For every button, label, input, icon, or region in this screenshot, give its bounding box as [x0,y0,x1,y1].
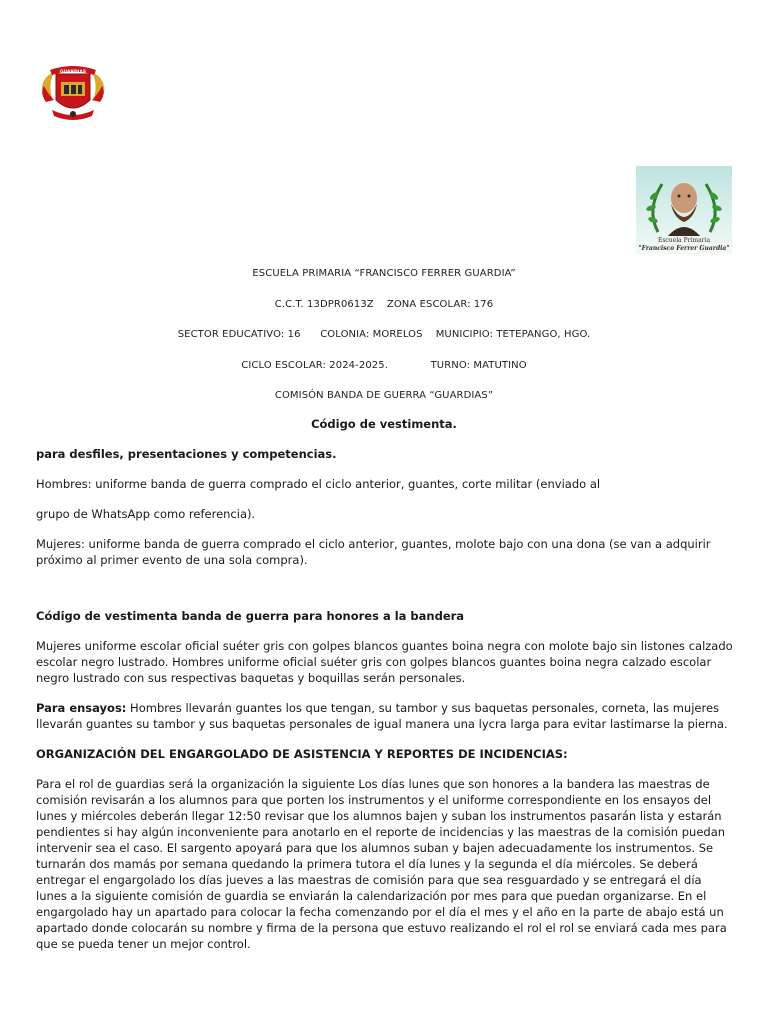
paragraph-mujeres: Mujeres: uniforme banda de guerra comprado el ciclo anterior, guantes, molote bajo con una dona (se van a adquirir próximo al primer evento de una sola compra). [36,537,711,567]
portrait-laurel-icon [636,166,732,254]
ensayos-label: Para ensayos: [36,701,127,715]
header-sector: SECTOR EDUCATIVO: 16 COLONIA: MORELOS MUNICIPIO: TETEPANGO, HGO. [177,329,591,340]
document-title: Código de vestimenta. [311,417,457,431]
school-header [0,266,768,419]
header-cct: C.C.T. 13DPR0613Z ZONA ESCOLAR: 176 [274,298,494,310]
document-body [36,446,736,952]
subtitle-desfiles: para desfiles, presentaciones y competencias. [36,447,337,461]
subtitle-honores: Código de vestimenta banda de guerra para honores a la bandera [36,609,465,623]
ensayos-text: Hombres llevarán guantes los que tengan, su tambor y sus baquetas personales, corneta, las mujeres llevarán guantes su tambor y sus baquetas personales de igual manera una lycra larga para evitar lastimarse la pierna. [36,701,728,731]
logo-caption-2: "Francisco Ferrer Guardia" [638,245,730,252]
header-school-name: ESCUELA PRIMARIA “FRANCISCO FERRER GUARDIA” [252,268,516,279]
header-comision: COMISÓN BANDA DE GUERRA “GUARDIAS” [274,390,494,401]
paragraph-ensayos [36,700,736,732]
logo-caption-1: Escuela Primaria [657,237,711,244]
paragraph-organizacion: Para el rol de guardias será la organización la siguiente Los días lunes que son honores a la bandera las maestras de comisión revisarán a los alumnos para que porten los instrumentos y el uniforme correspondiente en los ensayos del lunes y miércoles deberán llegar 12:50 revisar que los alumnos bajen y suban los instrumentos pasarán lista y estarán pendientes si hay algún inconveniente para anotarlo en el reporte de incidencias y las maestras de la comisión puedan intervenir sea el caso. El sargento apoyará para que los alumnos suban y bajen adecuadamente los instrumentos. Se turnarán dos mamás por semana quedando la primera tutora el día lunes y la segunda el día miércoles. Se deberá entregar el engargolado los días jueves a las maestras de comisión para que sea resguardado y se entregará el día lunes a la siguiente comisión de guardia se enviarán la calendarización por mes para que puedan organizarse. En el engargolado hay un apartado para colocar la fecha comenzando por el día el mes y el año en la parte de abajo está un apartado donde colocarán su nombre y firma de la persona que estuvo realizando el rol el rol se enviará cada mes para que se pueda tener un mejor control. [36,777,727,951]
school-crest-icon [36,64,110,122]
crest-banner-text: GUARDIAS [59,70,87,75]
paragraph-hombres-a: Hombres: uniforme banda de guerra comprado el ciclo anterior, guantes, corte militar (enviado al [36,477,601,491]
paragraph-honores: Mujeres uniforme escolar oficial suéter gris con golpes blancos guantes boina negra con molote bajo sin listones calzado escolar negro lustrado. Hombres uniforme oficial suéter gris con golpes blancos guantes boina negra calzado escolar negro lustrado con sus respectivas baquetas y boquillas serán personales. [36,639,733,685]
paragraph-hombres-b: grupo de WhatsApp como referencia). [36,507,256,521]
subtitle-organizacion: ORGANIZACIÓN DEL ENGARGOLADO DE ASISTENCIA Y REPORTES DE INCIDENCIAS: [36,747,568,761]
header-ciclo: CICLO ESCOLAR: 2024-2025. TURNO: MATUTINO [241,359,527,371]
